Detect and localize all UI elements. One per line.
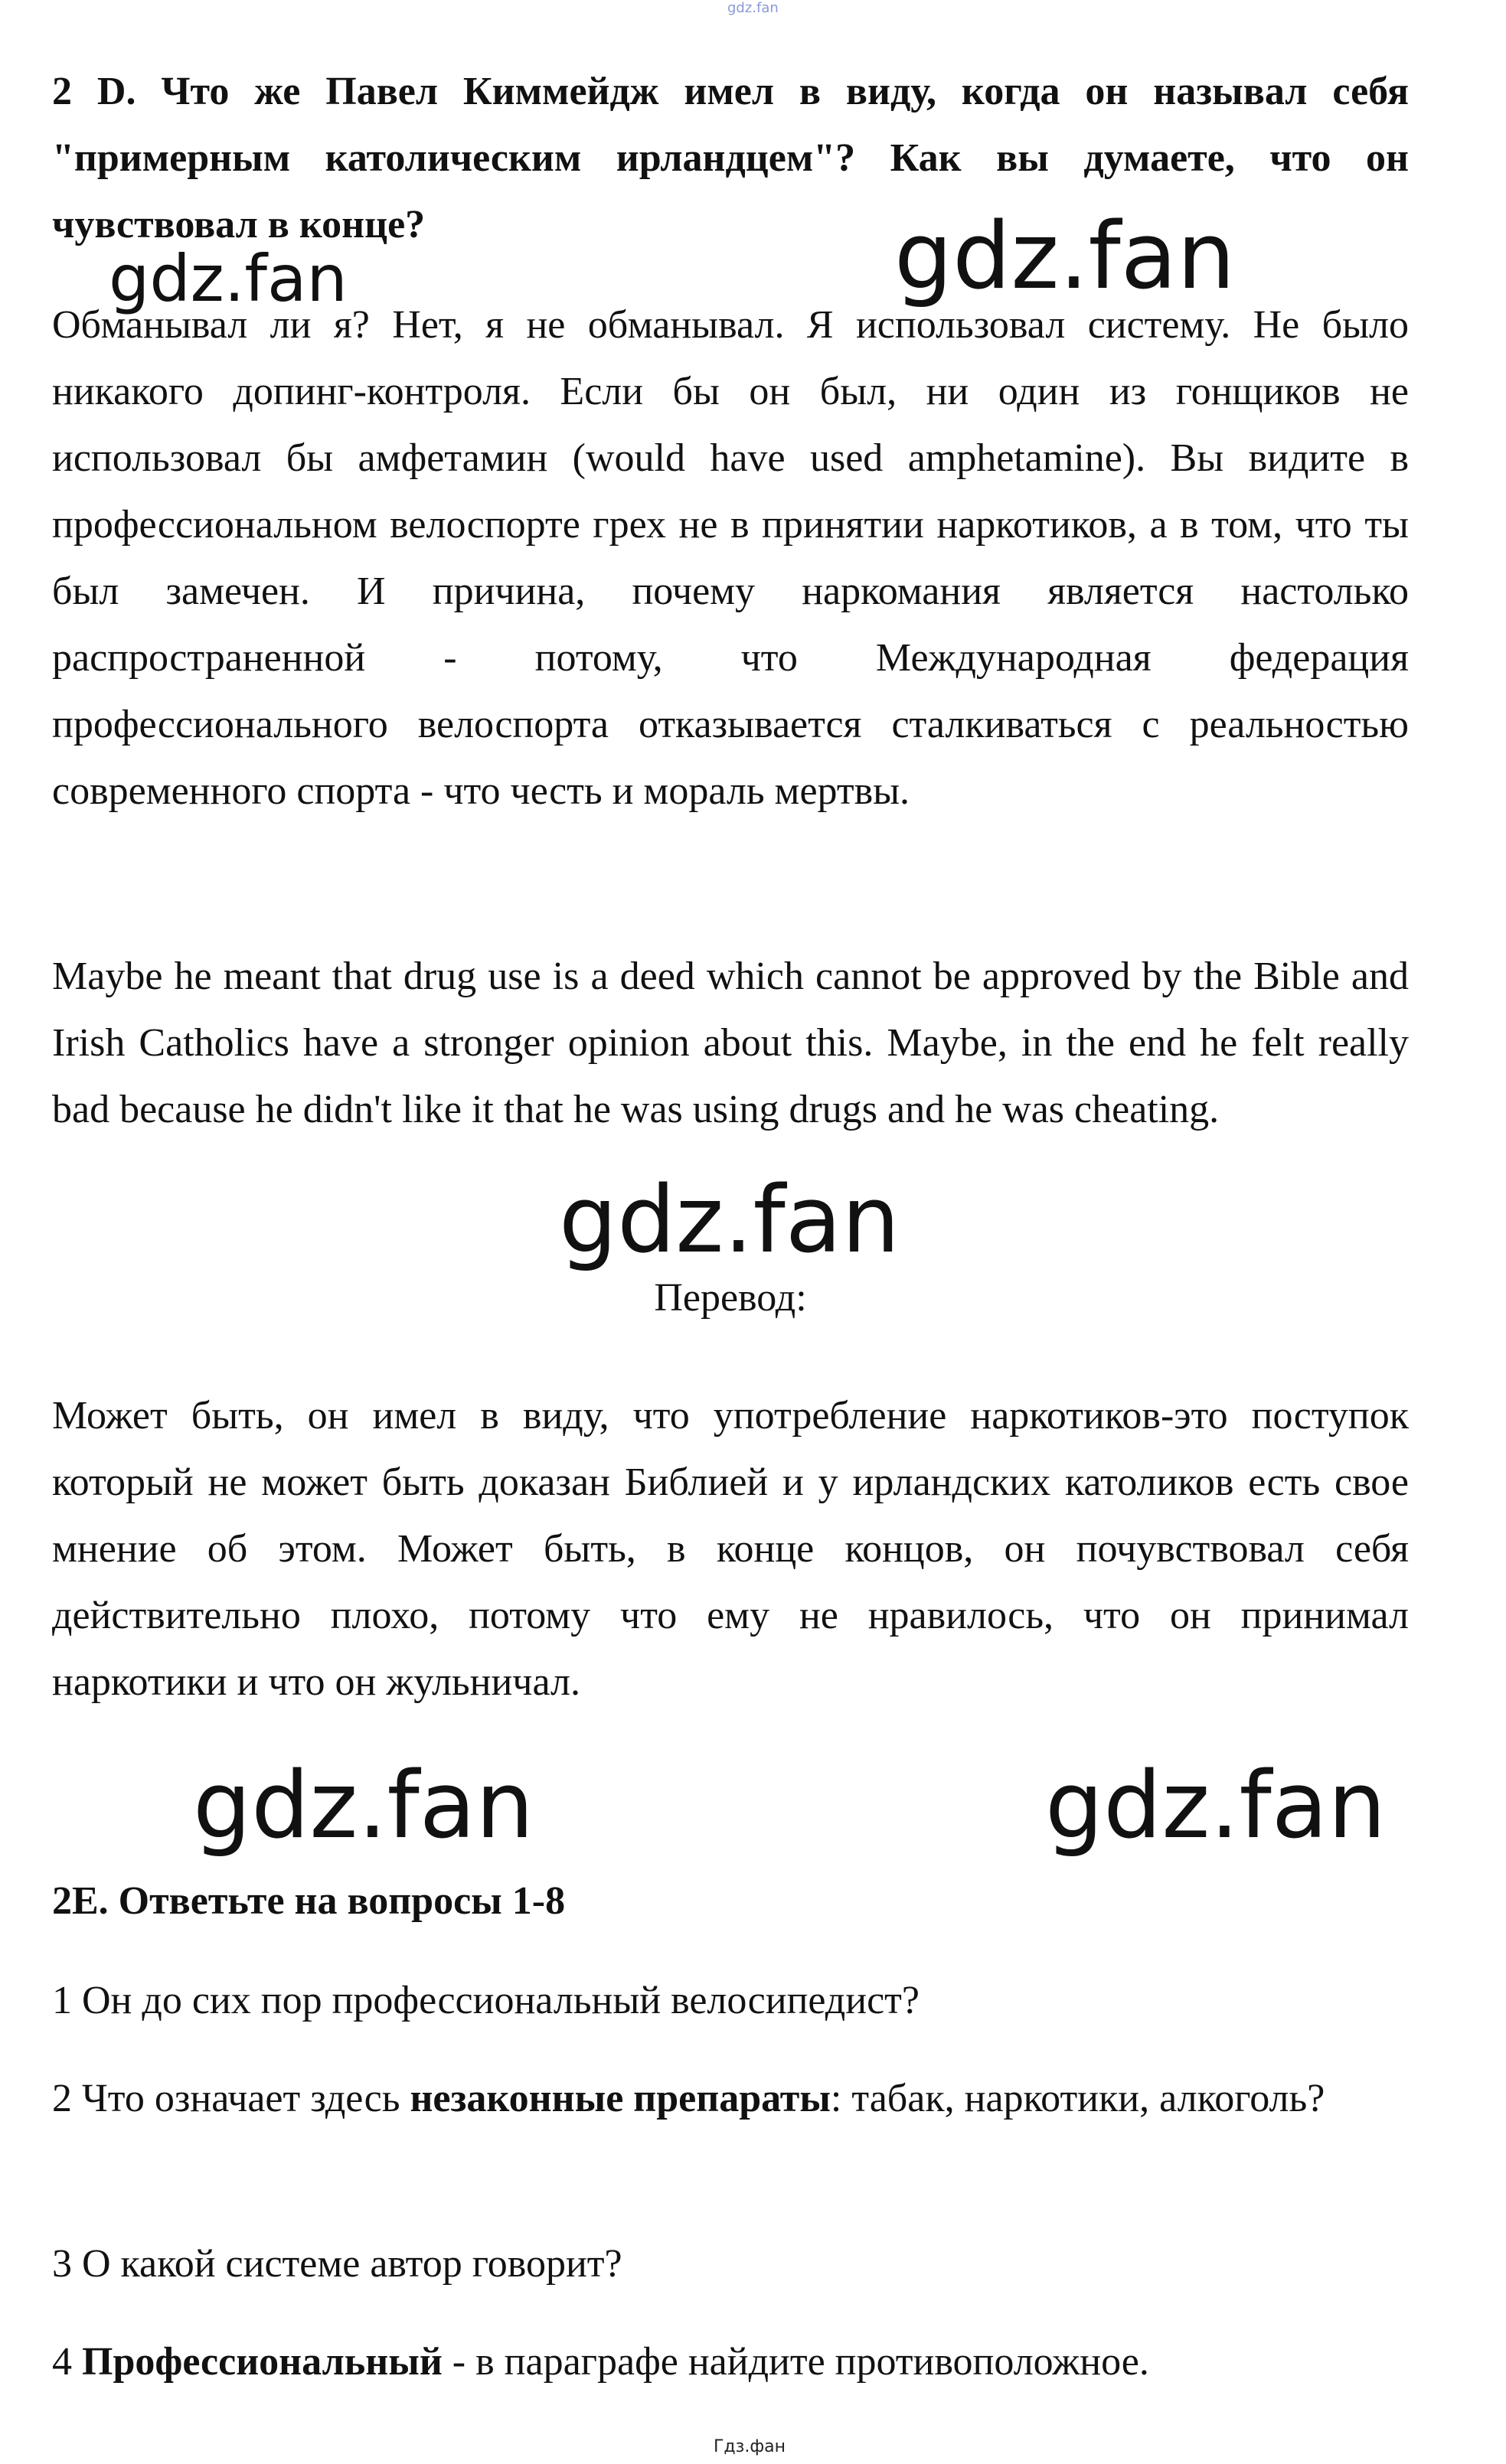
answer-english: Maybe he meant that drug use is a deed which cannot be approved by the Bible and Irish Catholics have a stronger opinion about this. Maybe, in the end he felt really bad because he didn't like it that he was using drugs and he was cheating. (52, 955, 1409, 1131)
question-4 (52, 2329, 1409, 2395)
footer-watermark: Гдз.фан (714, 2437, 786, 2456)
question-2-text: 2 Что означает здесь (52, 2077, 410, 2120)
question-4-text: - в параграфе найдите противоположное. (442, 2340, 1149, 2384)
question-3: 3 О какой системе автор говорит? (52, 2242, 622, 2286)
question-4-number: 4 (52, 2340, 82, 2384)
watermark-text: gdz.fan (193, 1753, 534, 1859)
question-2d-heading: 2 D. Что же Павел Киммейдж имел в виду, когда он называл себя "примерным католическим ирландцем"? Как вы думаете, что он чувствовал в конце? (52, 70, 1409, 246)
question-2-term: незаконные препараты (410, 2077, 831, 2120)
answer-translation: Может быть, он имел в виду, что употребление наркотиков-это поступок который не может быть доказан Библией и у ирландских католиков есть свое мнение об этом. Может быть, в конце концов, он почувствовал себя действительно плохо, потому что ему не нравилось, что он принимал наркотики и что он жульничал. (52, 1394, 1409, 1704)
question-1: 1 Он до сих пор профессиональный велосипедист? (52, 1979, 920, 2022)
question-4-term: Профессиональный (82, 2340, 443, 2384)
watermark-text: gdz.fan (559, 1167, 900, 1274)
watermark-text: gdz.fan (109, 241, 348, 316)
watermark-text: gdz.fan (894, 204, 1236, 310)
question-2-options: : табак, наркотики, алкоголь? (830, 2077, 1325, 2120)
question-2e-heading: 2Е. Ответьте на вопросы 1-8 (52, 1879, 566, 1923)
passage-russian: Обманывал ли я? Нет, я не обманывал. Я использовал систему. Не было никакого допинг-контроля. Если бы он был, ни один из гонщиков не использовал бы амфетамин (would have used amphetamine). Вы видите в профессиональном велоспорте грех не в принятии наркотиков, а в том, что ты был замечен. И причина, почему наркомания является настолько распространенной - потому, что Международная федерация профессионального велоспорта отказывается сталкиваться с реальностью современного спорта - что честь и мораль мертвы. (52, 303, 1409, 813)
translation-label: Перевод: (654, 1276, 807, 1320)
question-2 (52, 2065, 1409, 2132)
watermark-text: gdz.fan (1045, 1753, 1387, 1859)
top-watermark: gdz.fan (727, 0, 779, 16)
